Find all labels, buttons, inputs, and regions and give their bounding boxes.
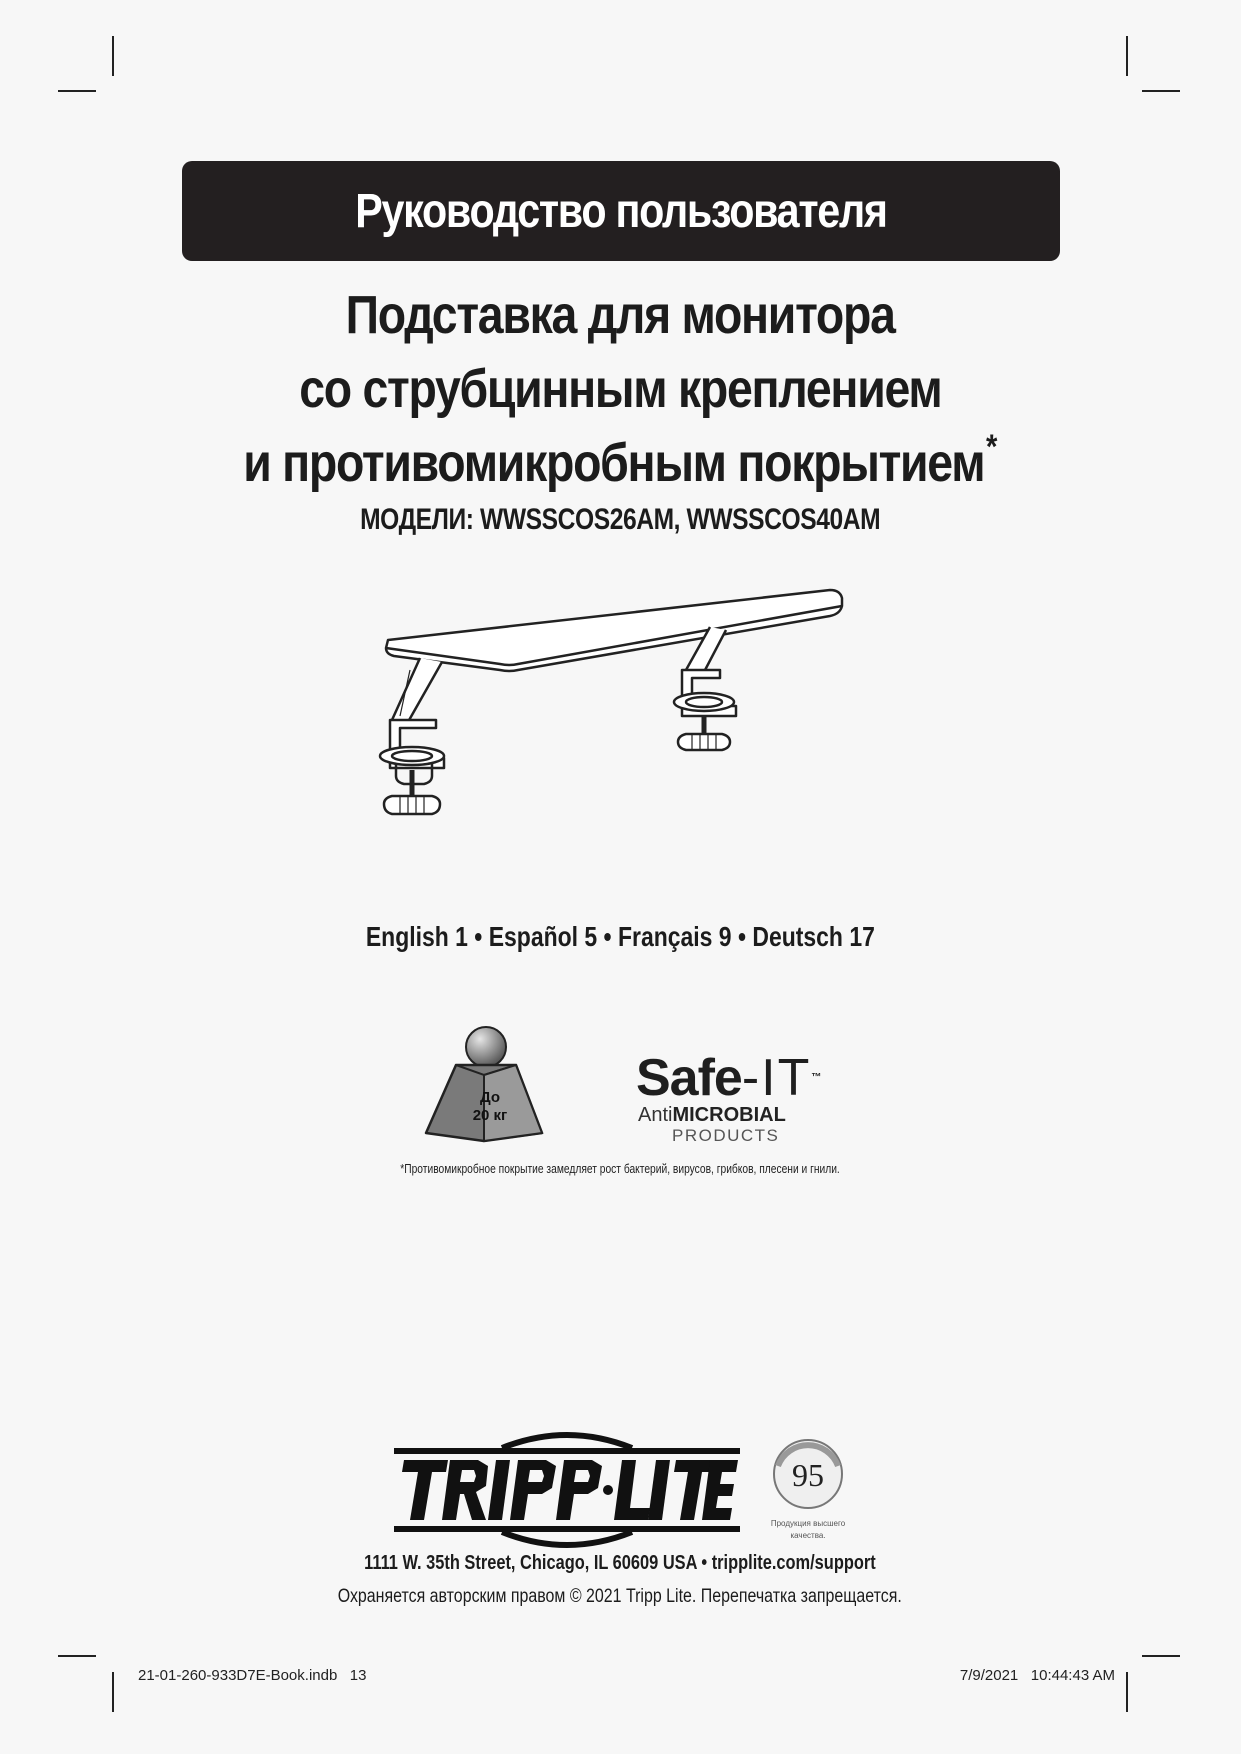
crop-mark: [58, 90, 96, 92]
tripp-lite-logo: [392, 1430, 742, 1550]
crop-mark: [112, 36, 114, 76]
antimicrobial-footnote: *Противомикробное покрытие замедляет рост бактерий, вирусов, грибков, плесени и гнили.: [400, 1162, 840, 1176]
crop-mark: [1142, 1655, 1180, 1657]
anniversary-seal-icon: [770, 1436, 846, 1512]
product-title-line-1: Подставка для монитора: [345, 285, 895, 345]
print-slug-timestamp: 7/9/2021 10:44:43 AM: [959, 1667, 1115, 1684]
copyright-notice: Охраняется авторским правом © 2021 Tripp Lite. Перепечатка запрещается.: [337, 1586, 903, 1607]
model-numbers: МОДЕЛИ: WWSSCOS26AM, WWSSCOS40AM: [359, 503, 881, 536]
product-title-line-2: со струбцинным креплением: [298, 359, 942, 419]
banner-title: Руководство пользователя: [355, 184, 887, 238]
crop-mark: [1126, 1672, 1128, 1712]
product-title-line-3: и противомикробным покрытием*: [243, 428, 997, 493]
weight-capacity-label: До 20 кг: [472, 1089, 508, 1124]
user-guide-banner: [182, 161, 1060, 261]
anniversary-number: 95: [792, 1457, 824, 1493]
monitor-stand-illustration: [370, 570, 900, 840]
crop-mark: [58, 1655, 96, 1657]
anniversary-badge: 95 Продукция высшего качества.: [763, 1436, 853, 1541]
crop-mark: [1142, 90, 1180, 92]
print-slug-file: 21-01-260-933D7E-Book.indb 13: [138, 1667, 367, 1684]
language-index: English 1 • Español 5 • Français 9 • Deutsch 17: [365, 921, 875, 952]
weight-icon: [420, 1025, 550, 1145]
crop-mark: [112, 1672, 114, 1712]
crop-mark: [1126, 36, 1128, 76]
company-address: 1111 W. 35th Street, Chicago, IL 60609 USA • tripplite.com/support: [364, 1552, 876, 1574]
safe-it-logo: Safe-IT™ AntiMICROBIAL PRODUCTS: [636, 1049, 821, 1145]
footnote-asterisk: *: [986, 428, 997, 466]
